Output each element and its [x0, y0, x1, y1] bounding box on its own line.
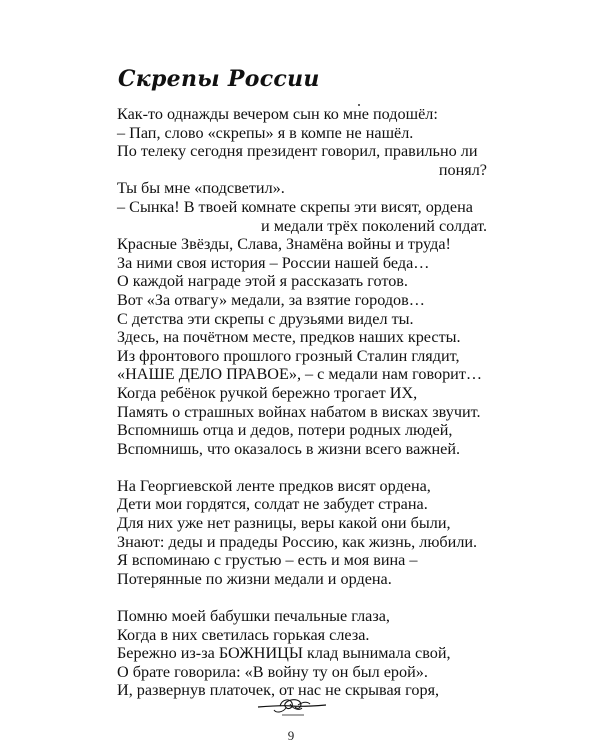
poem-line: Дети мои гордятся, солдат не забудет страна.: [117, 495, 428, 514]
poem-line: Как-то однажды вечером сын ко мне подошёл:: [117, 105, 438, 123]
poem-line: И, развернув платочек, от нас не скрывая горя,: [117, 681, 440, 700]
poem-line: Красные Звёзды, Слава, Знамёна войны и труда!: [117, 235, 451, 254]
poem-line: Помню моей бабушки печальные глаза,: [117, 607, 390, 626]
poem-line: Вот «За отвагу» медали, за взятие городов…: [117, 290, 425, 309]
poem-line: – Пап, слово «скрепы» я в компе не нашёл.: [117, 123, 414, 142]
poem-line: Когда в них светилась горькая слеза.: [117, 625, 370, 644]
poem-line: Я вспоминаю с грустью – есть и моя вина –: [117, 551, 418, 570]
poem-line: Ты бы мне «подсветил».: [117, 179, 285, 198]
flourish-ornament-icon: [252, 693, 332, 719]
stanza: [117, 105, 487, 458]
poem-line: По телеку сегодня президент говорил, правильно ли: [117, 142, 478, 161]
poem-line: и медали трёх поколений солдат.: [261, 216, 487, 235]
poem-line: Потерянные по жизни медали и ордена.: [117, 569, 392, 588]
poem-line: Вспомнишь отца и дедов, потери родных людей,: [117, 421, 453, 440]
poem-line: За ними своя история – России нашей беда…: [117, 253, 430, 272]
poem-line: «НАШЕ ДЕЛО ПРАВОЕ», – с медали нам говорит…: [117, 365, 483, 384]
poem-line: Память о страшных войнах набатом в висках звучит.: [117, 402, 481, 421]
poem-line: Вспомнишь, что оказалось в жизни всего важней.: [117, 439, 461, 458]
poem-line: Из фронтового прошлого грозный Сталин глядит,: [117, 346, 460, 365]
poem-line: Для них уже нет разницы, веры какой они были,: [117, 514, 451, 533]
poem-line: Здесь, на почётном месте, предков наших кресты.: [117, 328, 461, 347]
poem-line: Бережно из-за БОЖНИЦЫ клад вынимала свой,: [117, 644, 451, 663]
page-number: 9: [287, 728, 295, 743]
poem-line: О каждой награде этой я рассказать готов.: [117, 272, 408, 291]
poem-line: Знают: деды и прадеды Россию, как жизнь, любили.: [117, 532, 478, 551]
poem-line: О брате говорила: «В войну ту он был ерой».: [117, 662, 428, 681]
stanza: [117, 477, 487, 589]
poem-line: На Георгиевской ленте предков висят ордена,: [117, 476, 431, 495]
poem-line: понял?: [438, 160, 487, 179]
poem-body: [117, 105, 487, 719]
poem-line: – Сынка! В твоей комнате скрепы эти висят, ордена: [117, 197, 473, 216]
stanza: [117, 607, 487, 700]
poem-title: Скрепы России: [118, 66, 320, 92]
poem-line: С детства эти скрепы с друзьями видел ты.: [117, 309, 414, 328]
poem-line: Когда ребёнок ручкой бережно трогает ИХ,: [117, 383, 418, 402]
